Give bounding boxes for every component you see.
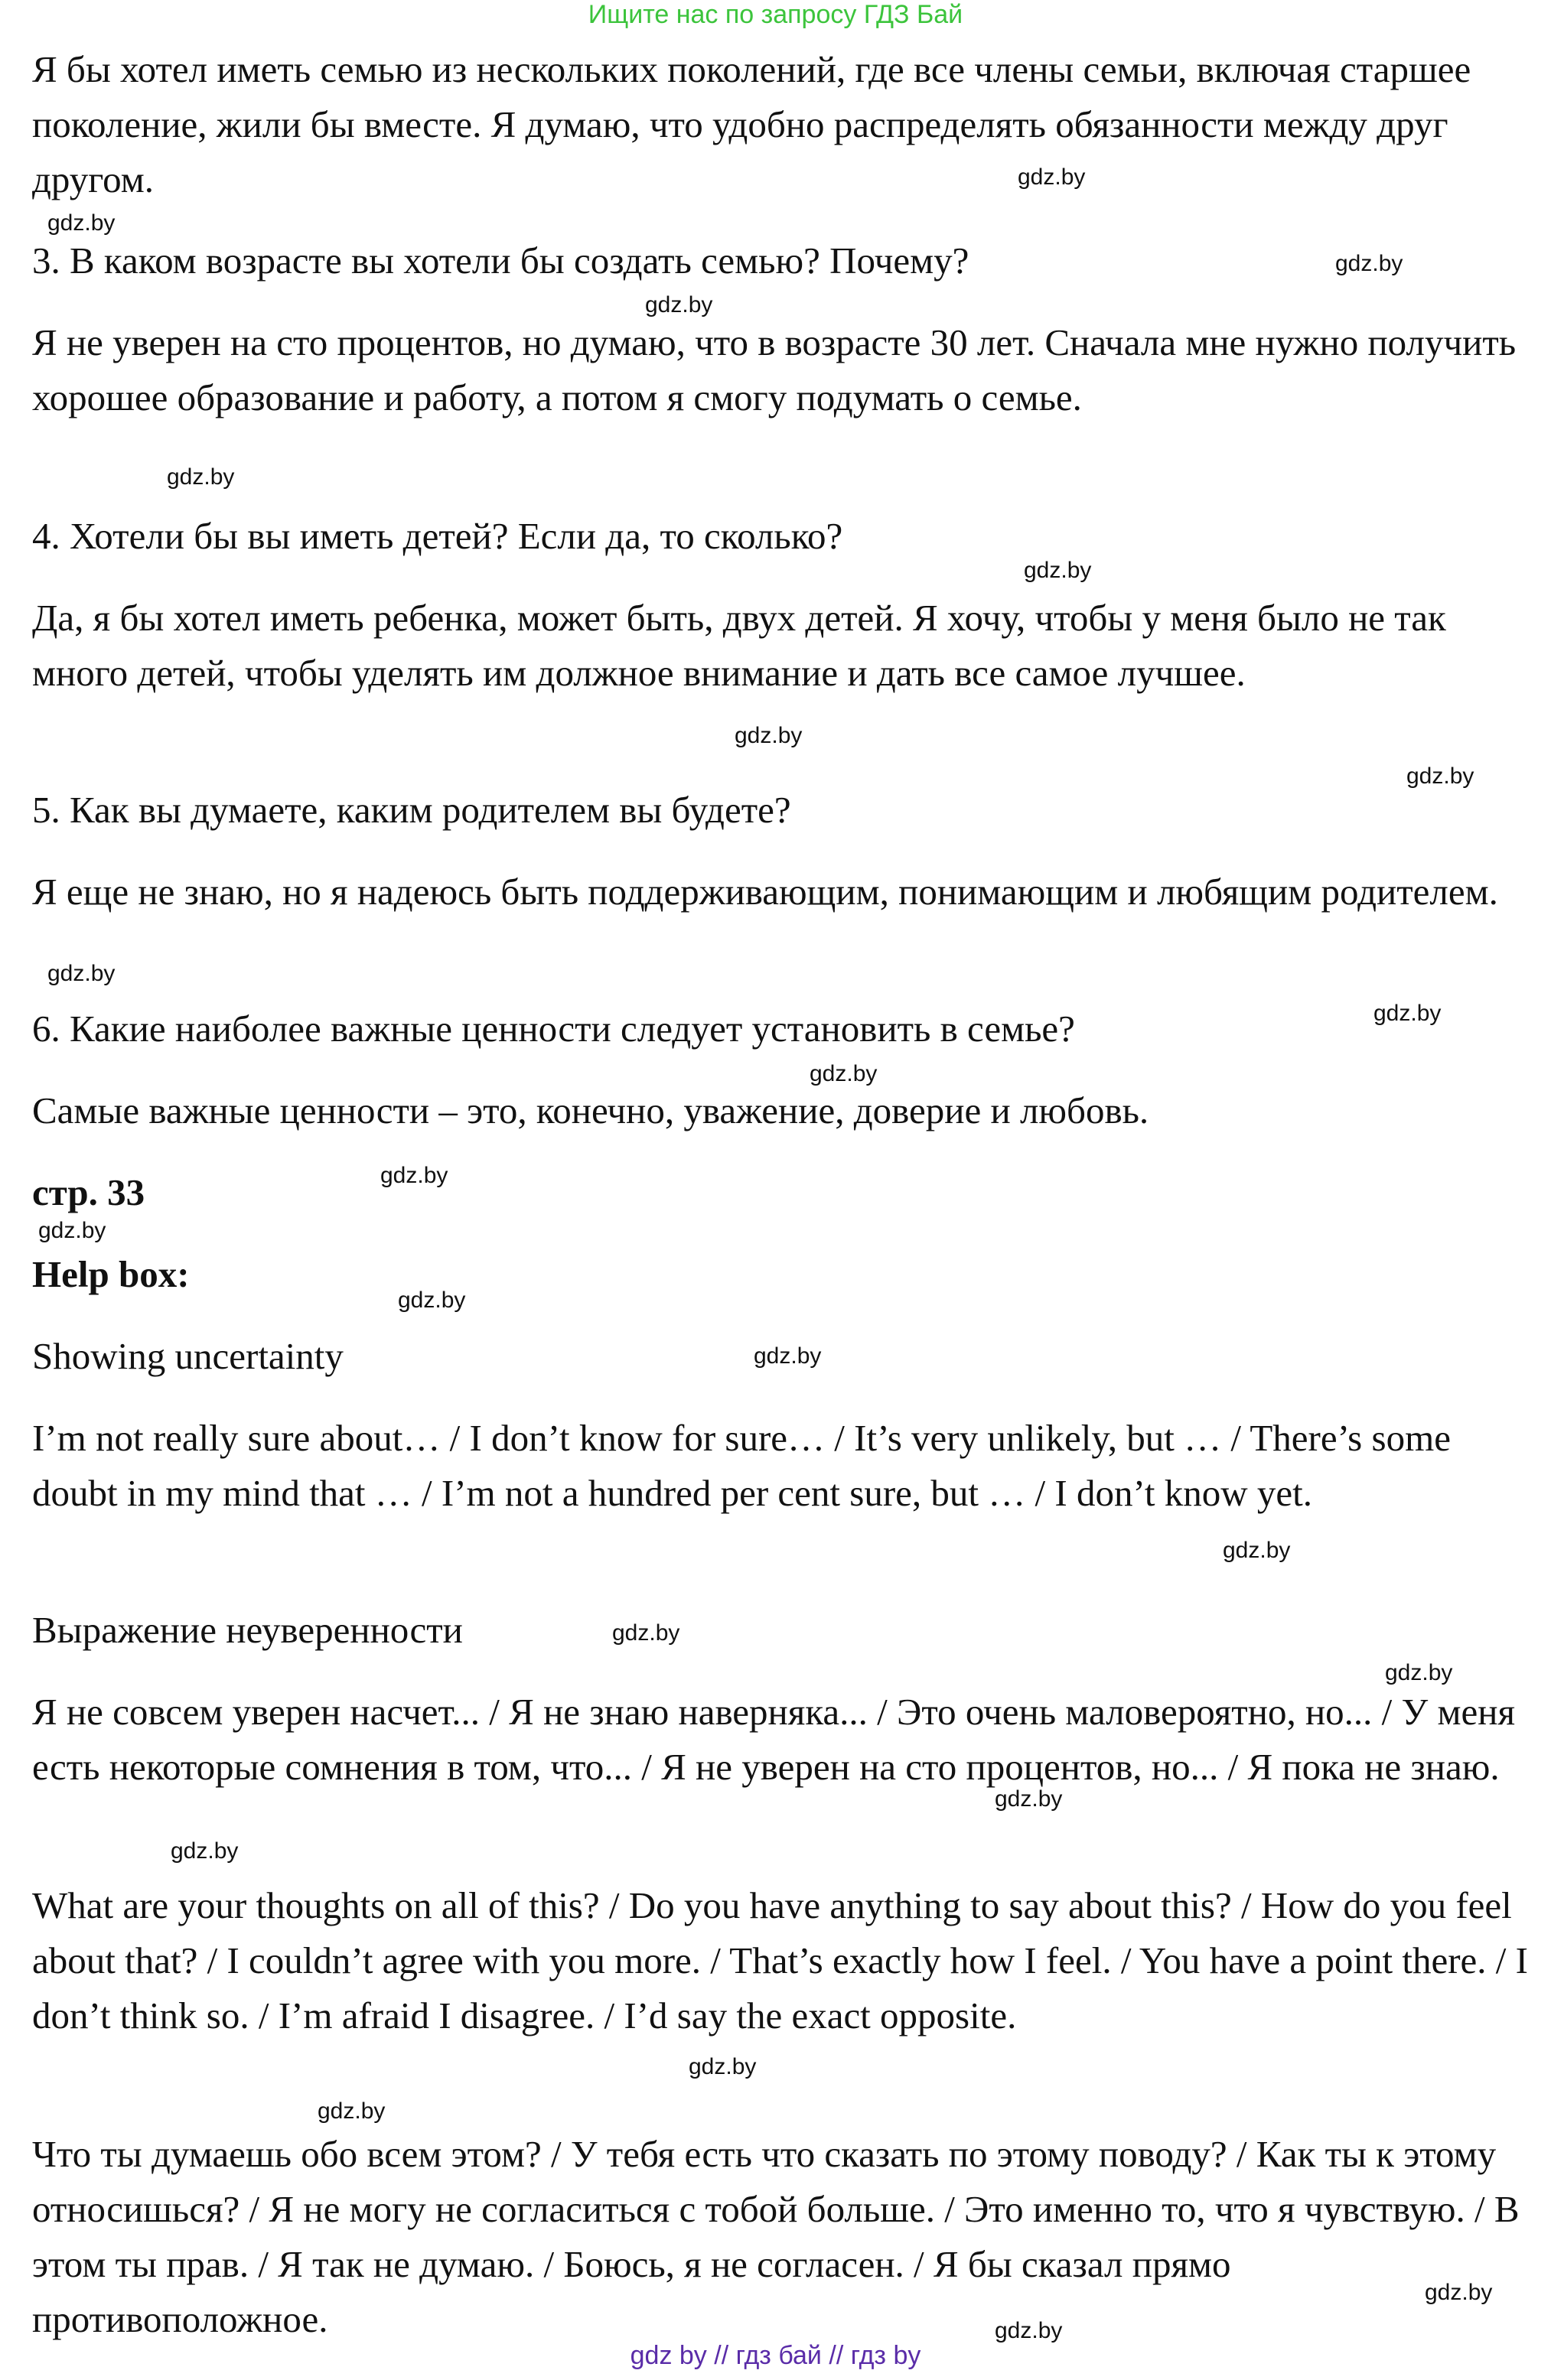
watermark: gdz.by [689,2054,757,2079]
watermark: gdz.by [1223,1538,1291,1563]
watermark: gdz.by [47,210,116,236]
answer-3-text: Я не уверен на сто процентов, но думаю, что в возрасте 30 лет. Сначала мне нужно получить хорошее образование и работу, а потом я смогу подумать о семье. [32,321,1517,418]
page-number-heading: стр. 33 [32,1171,145,1213]
watermark: gdz.by [380,1163,448,1188]
answer-4-text: Да, я бы хотел иметь ребенка, может быть, двух детей. Я хочу, чтобы у меня было не так много детей, чтобы уделять им должное внимание и дать все самое лучшее. [32,597,1446,694]
watermark: gdz.by [1406,763,1474,789]
footer-links: gdz by // гдз бай // гдз by [630,2341,921,2370]
watermark: gdz.by [171,1838,239,1864]
question-6: 6. Какие наиболее важные ценности следует установить в семье? [32,1008,1075,1050]
search-hint-header: Ищите нас по запросу ГДЗ Бай [588,0,963,29]
watermark: gdz.by [47,961,116,986]
answer-6-text: Самые важные ценности – это, конечно, уважение, доверие и любовь. [32,1089,1149,1131]
watermark: gdz.by [810,1061,878,1086]
watermark: gdz.by [754,1343,822,1369]
opinion-phrases-ru: Что ты думаешь обо всем этом? / У тебя есть что сказать по этому поводу? / Как ты к этому относишься? / Я не могу не согласиться с тобой больше. / Это именно то, что я чувствую. / В этом ты прав. / Я так не думаю. / Боюсь, я не согласен. / Я бы сказал прямо противоположное. [32,2133,1520,2340]
question-5: 5. Как вы думаете, каким родителем вы будете? [32,789,791,831]
answer-5-text: Я еще не знаю, но я надеюсь быть поддерживающим, понимающим и любящим родителем. [32,871,1498,913]
watermark: gdz.by [735,723,803,748]
watermark: gdz.by [995,2318,1063,2343]
opinion-phrases-en: What are your thoughts on all of this? / Do you have anything to say about this? / How do you feel about that? / I couldn’t agree with you more. / That’s exactly how I feel. / You have a point there. / I don’t think so. / I’m afraid I disagree. / I’d say the exact opposite. [32,1884,1528,2037]
uncertainty-phrases-en: I’m not really sure about… / I don’t know for sure… / It’s very unlikely, but … / There’s some doubt in my mind that … / I’m not a hundred per cent sure, but … / I don’t know yet. [32,1417,1451,1514]
question-4: 4. Хотели бы вы иметь детей? Если да, то сколько? [32,515,843,557]
watermark: gdz.by [38,1218,106,1243]
uncertainty-title-ru: Выражение неуверенности [32,1609,463,1651]
watermark: gdz.by [1373,1001,1442,1026]
help-box-heading: Help box: [32,1253,190,1295]
watermark: gdz.by [1425,2280,1493,2305]
watermark: gdz.by [398,1288,466,1313]
watermark: gdz.by [318,2098,386,2124]
watermark: gdz.by [995,1786,1063,1812]
watermark: gdz.by [1335,251,1403,276]
watermark: gdz.by [1018,164,1086,190]
showing-uncertainty-title: Showing uncertainty [32,1335,344,1377]
uncertainty-phrases-ru: Я не совсем уверен насчет... / Я не знаю наверняка... / Это очень маловероятно, но... / У меня есть некоторые сомнения в том, что... / Я не уверен на сто процентов, но... / Я пока не знаю. [32,1691,1515,1788]
watermark: gdz.by [1385,1660,1453,1685]
answer-2-text: Я бы хотел иметь семью из нескольких поколений, где все члены семьи, включая старшее поколение, жили бы вместе. Я думаю, что удобно распределять обязанности между друг другом. [32,48,1471,200]
watermark: gdz.by [645,292,713,317]
question-3: 3. В каком возрасте вы хотели бы создать семью? Почему? [32,239,969,282]
watermark: gdz.by [1024,558,1092,583]
watermark: gdz.by [612,1620,680,1646]
watermark: gdz.by [167,464,235,490]
